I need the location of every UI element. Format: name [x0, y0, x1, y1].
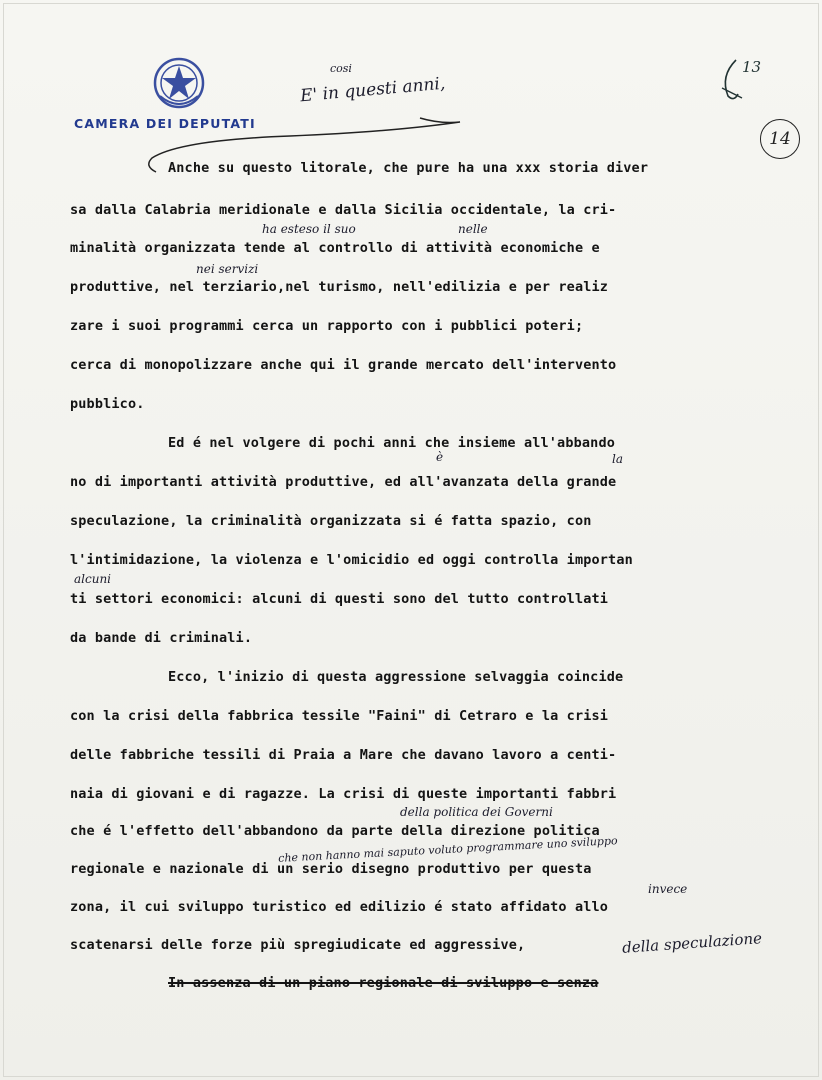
- text-line-3: minalità organizzata tende al controllo di attività economiche e: [70, 240, 600, 256]
- annotation-la: la: [612, 452, 623, 466]
- text-line-18: che é l'effetto dell'abbandono da parte della direzione politica: [70, 823, 600, 839]
- text-line-15: con la crisi della fabbrica tessile "Faini" di Cetraro e la crisi: [70, 708, 609, 724]
- institution-name: CAMERA DEI DEPUTATI: [74, 116, 256, 131]
- text-line-20: zona, il cui sviluppo turistico ed edilizio é stato affidato allo: [70, 899, 609, 915]
- text-line-4: produttive, nel terziario,nel turismo, nell'edilizia e per realiz: [70, 279, 609, 295]
- text-line-9: no di importanti attività produttive, ed all'avanzata della grande: [70, 474, 617, 490]
- text-line-10: speculazione, la criminalità organizzata si é fatta spazio, con: [70, 513, 592, 529]
- circled-page-number: 14: [760, 119, 800, 159]
- text-line-11: l'intimidazione, la violenza e l'omicidio ed oggi controlla importan: [70, 552, 633, 568]
- text-line-17: naia di giovani e di ragazze. La crisi di queste importanti fabbri: [70, 786, 617, 802]
- text-line-21: scatenarsi delle forze più spregiudicate ed aggressive,: [70, 937, 526, 953]
- annotation-alcuni: alcuni: [74, 572, 112, 586]
- text-line-22-struck: In assenza di un piano regionale di sviluppo e senza: [168, 975, 599, 991]
- text-line-14: Ecco, l'inizio di questa aggressione selvaggia coincide: [168, 669, 624, 685]
- annotation-della-politica: della politica dei Governi: [400, 805, 553, 819]
- text-line-8: Ed é nel volgere di pochi anni che insieme all'abbando: [168, 435, 615, 451]
- pencil-page-mark-icon: [716, 56, 746, 106]
- annotation-che-non-hanno: che non hanno mai saputo voluto programmare uno sviluppo: [277, 834, 618, 865]
- annotation-ha-esteso: ha esteso il suo: [262, 222, 356, 236]
- text-line-6: cerca di monopolizzare anche qui il grande mercato dell'intervento: [70, 357, 617, 373]
- annotation-nelle: nelle: [458, 222, 488, 236]
- annotation-e: è: [436, 450, 444, 464]
- text-line-16: delle fabbriche tessili di Praia a Mare che davano lavoro a centi-: [70, 747, 617, 763]
- handwritten-note-cosi: cosi: [330, 62, 352, 75]
- annotation-invece: invece: [648, 882, 688, 896]
- annotation-nei-servizi: nei servizi: [196, 262, 259, 276]
- handwritten-note-top: E' in questi anni,: [299, 73, 447, 107]
- text-line-5: zare i suoi programmi cerca un rapporto con i pubblici poteri;: [70, 318, 584, 334]
- text-line-1: Anche su questo litorale, che pure ha una xxx storia diver: [168, 160, 649, 176]
- text-line-19: regionale e nazionale di un serio disegno produttivo per questa: [70, 861, 592, 877]
- text-line-7: pubblico.: [70, 396, 145, 412]
- text-line-2: sa dalla Calabria meridionale e dalla Sicilia occidentale, la cri-: [70, 202, 617, 218]
- text-line-13: da bande di criminali.: [70, 630, 253, 646]
- pencil-page-number: 13: [742, 58, 762, 76]
- annotation-della-speculazione: della speculazione: [621, 929, 763, 957]
- republic-emblem-icon: [152, 56, 206, 110]
- text-line-12: ti settori economici: alcuni di questi sono del tutto controllati: [70, 591, 609, 607]
